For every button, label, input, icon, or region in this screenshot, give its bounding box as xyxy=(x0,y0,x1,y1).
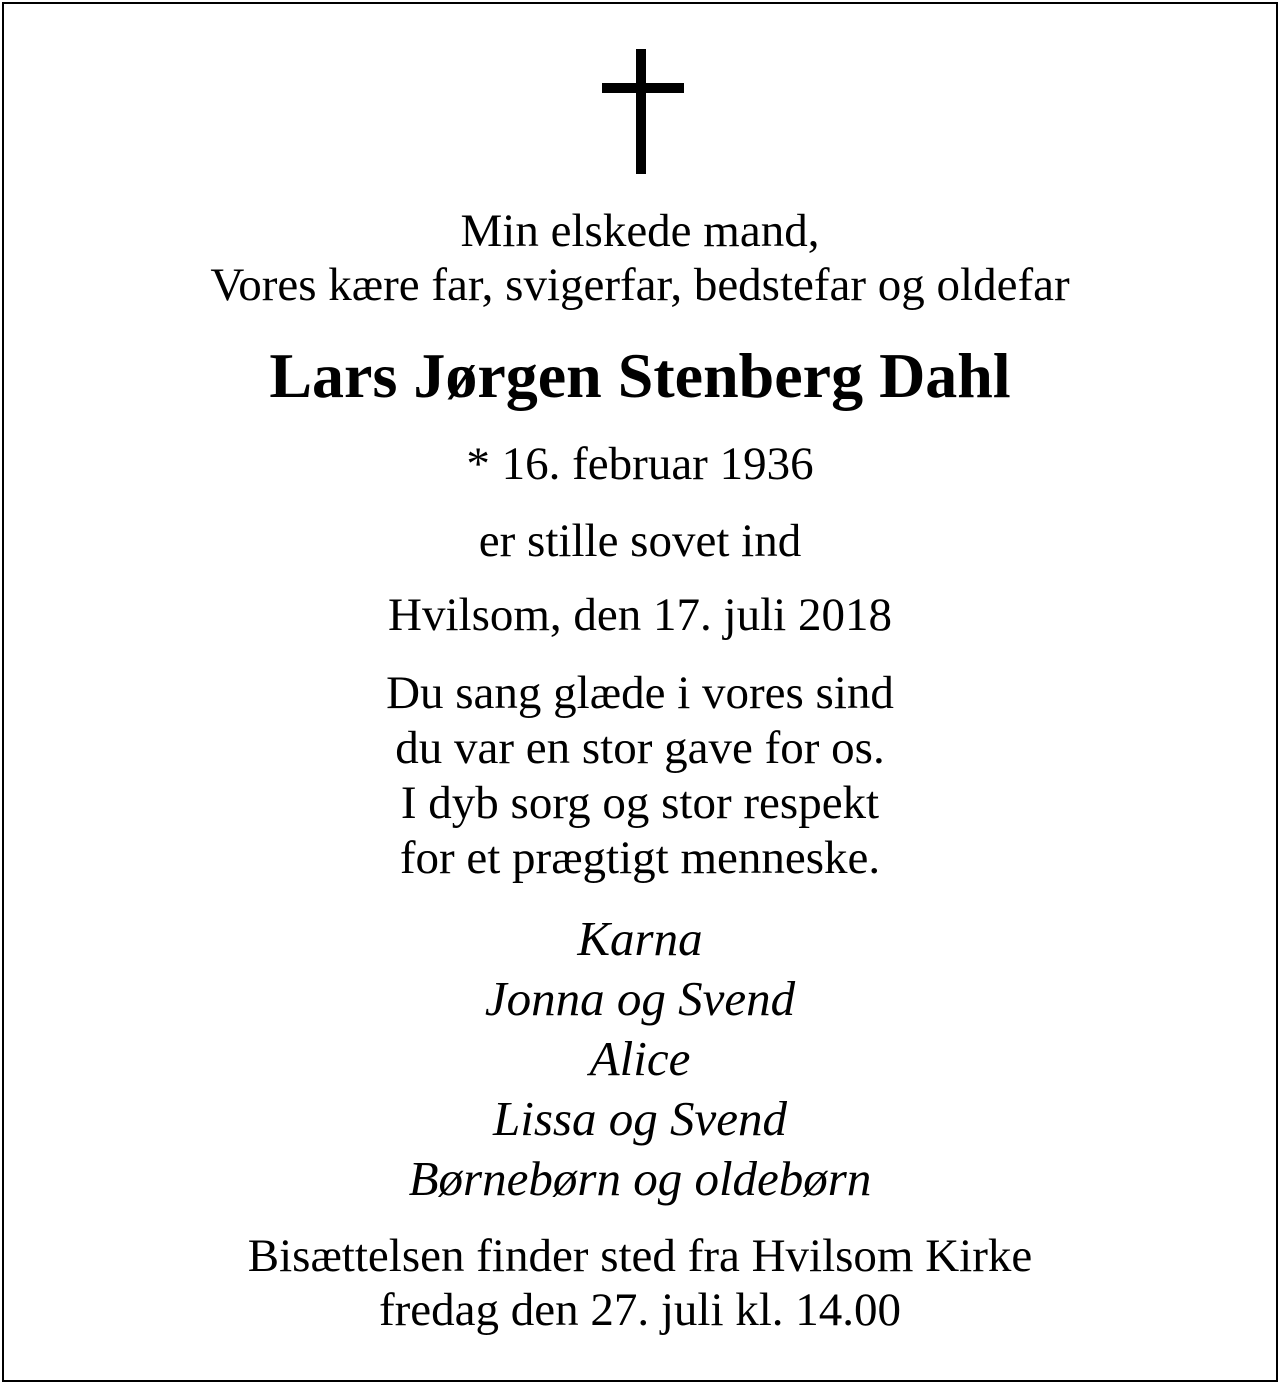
verse-line: I dyb sorg og stor respekt xyxy=(400,777,880,829)
verse-line: for et prægtigt menneske. xyxy=(399,832,881,884)
deceased-name: Lars Jørgen Stenberg Dahl xyxy=(269,340,1011,411)
birth-date: * 16. februar 1936 xyxy=(466,438,814,490)
cross-vertical-bar xyxy=(636,49,646,174)
family-member: Jonna og Svend xyxy=(484,971,796,1026)
funeral-info-line: fredag den 27. juli kl. 14.00 xyxy=(378,1284,902,1336)
intro-line-2: Vores kære far, svigerfar, bedstefar og oldefar xyxy=(210,259,1070,311)
family-member: Børnebørn og oldebørn xyxy=(408,1151,872,1206)
obituary-notice xyxy=(2,2,1278,1382)
funeral-info-line: Bisættelsen finder sted fra Hvilsom Kirke xyxy=(247,1230,1033,1282)
verse-line: du var en stor gave for os. xyxy=(395,722,885,774)
family-member: Alice xyxy=(589,1031,691,1086)
passing-text: er stille sovet ind xyxy=(478,515,802,567)
intro-line-1: Min elskede mand, xyxy=(460,205,820,257)
verse-line: Du sang glæde i vores sind xyxy=(386,667,894,719)
cross-horizontal-bar xyxy=(602,83,684,93)
family-member: Lissa og Svend xyxy=(493,1091,787,1146)
place-and-date: Hvilsom, den 17. juli 2018 xyxy=(388,589,892,641)
family-member: Karna xyxy=(577,911,703,966)
cross-icon xyxy=(602,49,684,174)
